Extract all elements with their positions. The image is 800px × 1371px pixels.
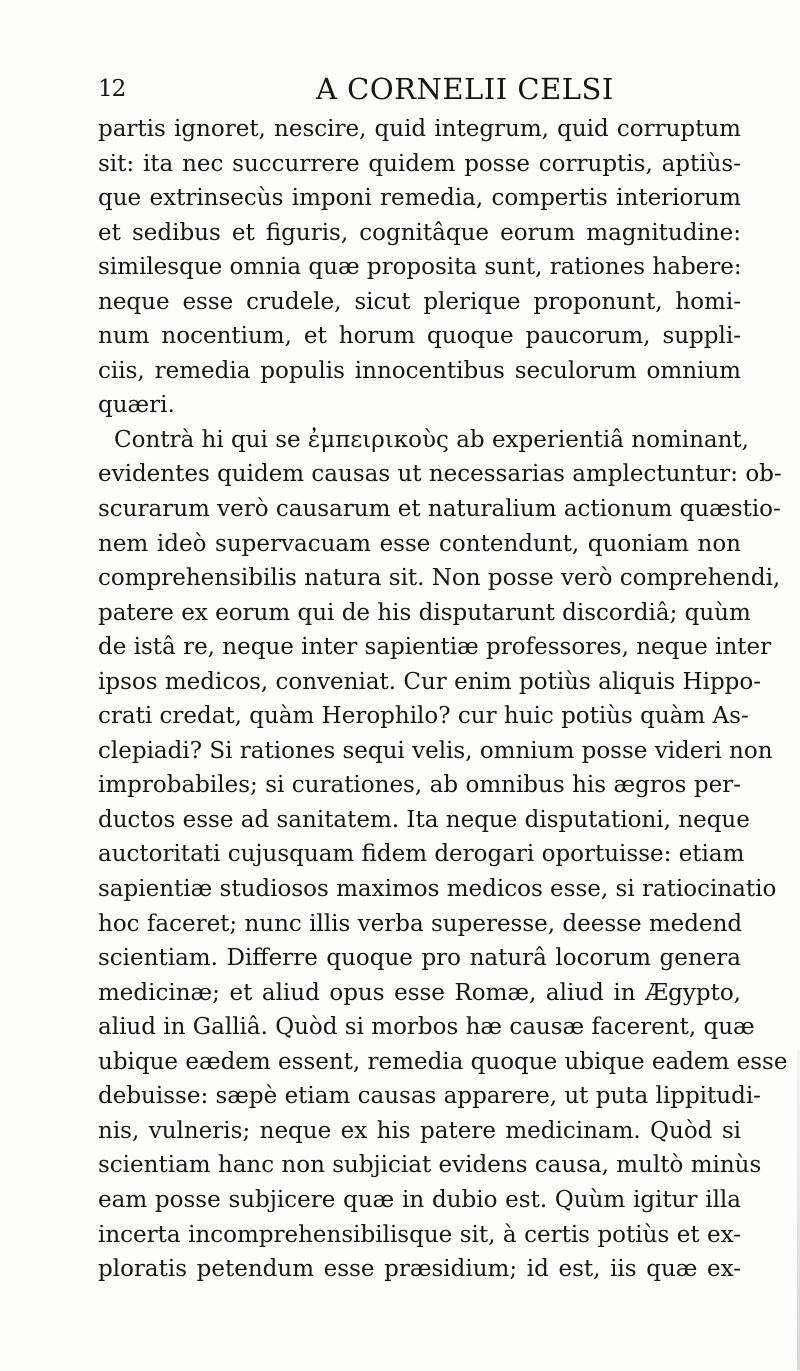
paragraph-start-line: Contrà hi qui se ἐμπειρικοὺς ab experientiâ nominant, — [114, 426, 749, 453]
text-line: ipsos medicos, conveniat. Cur enim potiùs aliquis Hippo- — [98, 668, 762, 695]
text-line: patere ex eorum qui de his disputarunt discordiâ; quùm — [98, 599, 751, 626]
text-line: que extrinsecùs imponi remedia, compertis interiorum — [98, 185, 741, 212]
text-line: clepiadi? Si rationes sequi velis, omnium posse videri non — [98, 737, 773, 764]
text-line: aliud in Galliâ. Quòd si morbos hæ causæ facerent, quæ — [98, 1014, 755, 1041]
text-line: ploratis petendum esse præsidium; id est, iis quæ ex- — [98, 1256, 741, 1283]
text-line: ductos esse ad sanitatem. Ita neque disputationi, neque — [98, 806, 750, 833]
text-line: debuisse: sæpè etiam causas apparere, ut puta lippitudi- — [98, 1083, 761, 1110]
text-line: scurarum verò causarum et naturalium actionum quæstio- — [98, 496, 781, 523]
text-line: sapientiæ studiosos maximos medicos esse, si ratiocinatio — [98, 876, 777, 903]
text-line: de istâ re, neque inter sapientiæ professores, neque inter — [98, 634, 772, 661]
text-line: ubique eædem essent, remedia quoque ubique eadem esse — [98, 1048, 788, 1075]
text-line: nem ideò supervacuam esse contendunt, quoniam non — [98, 530, 741, 557]
text-line: crati credat, quàm Herophilo? cur huic potiùs quàm As- — [98, 703, 749, 730]
text-line: eam posse subjicere quæ in dubio est. Quùm igitur illa — [98, 1186, 741, 1213]
text-line: hoc faceret; nunc illis verba superesse, deesse medend — [98, 910, 743, 937]
paragraph-end-line: quæri. — [98, 392, 175, 419]
text-line: comprehensibilis natura sit. Non posse verò comprehendi, — [98, 565, 781, 592]
text-line: scientiam hanc non subjiciat evidens causa, multò minùs — [98, 1152, 762, 1179]
text-line: auctoritati cujusquam fidem derogari oportuisse: etiam — [98, 841, 745, 868]
text-line: medicinæ; et aliud opus esse Romæ, aliud in Ægypto, — [98, 979, 741, 1006]
text-line: num nocentium, et horum quoque paucorum, suppli- — [98, 323, 741, 350]
text-line: ciis, remedia populis innocentibus seculorum omnium — [98, 357, 741, 384]
text-line: incerta incomprehensibilisque sit, à certis potiùs et ex- — [98, 1221, 741, 1248]
text-line: neque esse crudele, sicut plerique proponunt, homi- — [98, 288, 741, 315]
text-line: similesque omnia quæ proposita sunt, rationes habere: — [98, 254, 742, 281]
text-line: evidentes quidem causas ut necessarias amplectuntur: ob- — [98, 461, 782, 488]
body-text — [98, 112, 788, 1287]
text-line: et sedibus et figuris, cognitâque eorum magnitudine: — [98, 219, 741, 246]
running-head — [98, 70, 738, 110]
text-line: improbabiles; si curationes, ab omnibus his ægros per- — [98, 772, 741, 799]
text-line: nis, vulneris; neque ex his patere medicinam. Quòd si — [98, 1117, 741, 1144]
page-number: 12 — [98, 76, 126, 102]
text-line: scientiam. Differre quoque pro naturâ locorum genera — [98, 945, 741, 972]
running-title: A CORNELII CELSI — [316, 72, 614, 106]
text-line: sit: ita nec succurrere quidem posse corruptis, aptiùs- — [98, 150, 741, 177]
text-line: partis ignoret, nescire, quid integrum, quid corruptum — [98, 116, 741, 142]
